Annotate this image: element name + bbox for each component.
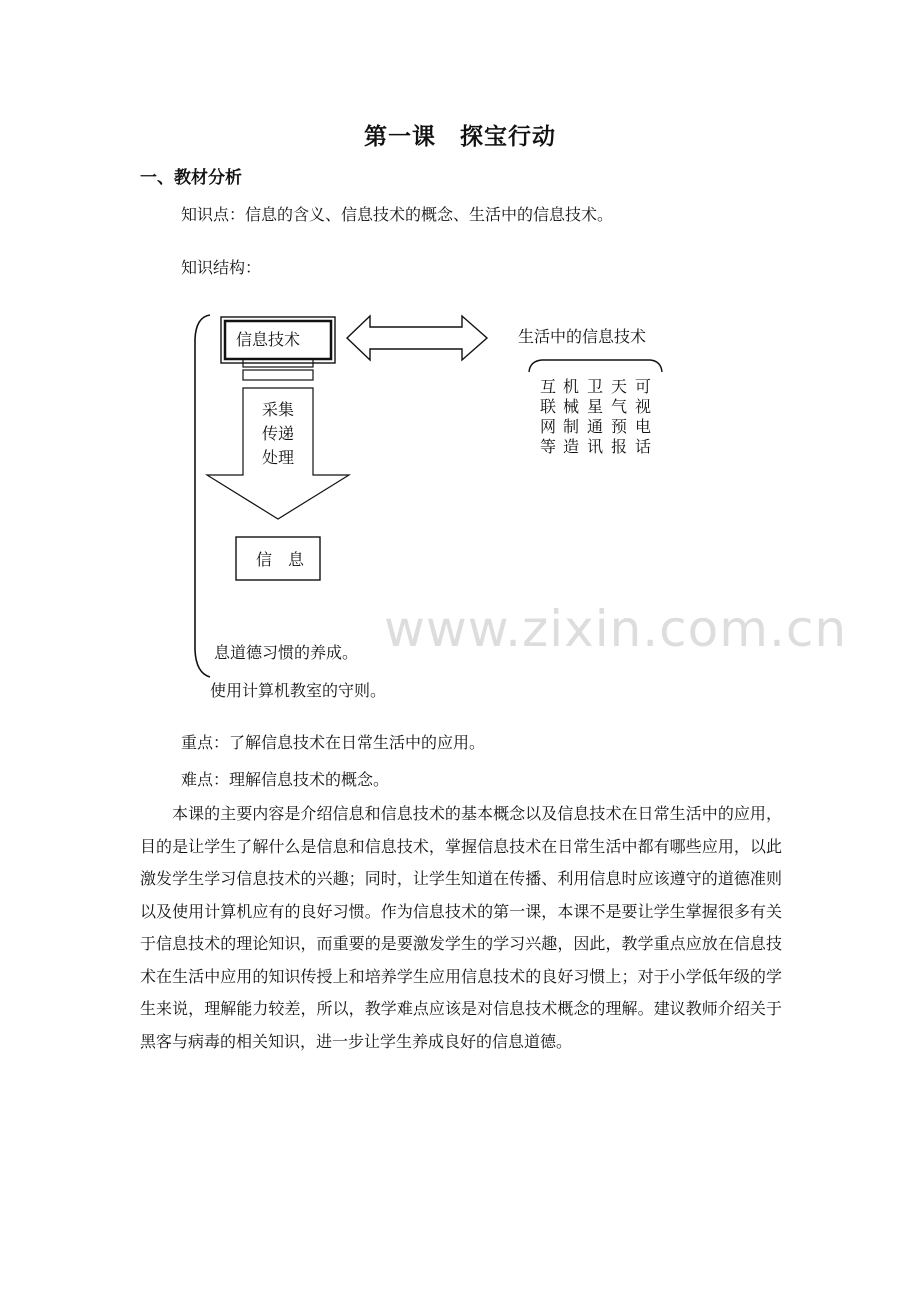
difficult-point-line: 难点：理解信息技术的概念。 bbox=[181, 770, 390, 789]
left-brace bbox=[195, 315, 210, 677]
main-paragraph: 本课的主要内容是介绍信息和信息技术的基本概念以及信息技术在日常生活中的应用，目的是让学生了解什么是信息和信息技术，掌握信息技术在日常生活中都有哪些应用，以此激发学生学习信息技术的兴趣；同时，让学生知道在传播、利用信息时应该遵守的道德准则以及使用计算机应有的良好习惯。作为信息技术的第一课，本课不是要让学生掌握很多有关于信息技术的理论知识，而重要的是要激发学生的学习兴趣，因此，教学重点应放在信息技术在生活中应用的知识传授上和培养学生应用信息技术的良好习惯上；对于小学低年级的学生来说，理解能力较差，所以，教学难点应该是对信息技术概念的理解。建议教师介绍关于黑客与病毒的相关知识，进一步让学生养成良好的信息道德。 bbox=[140, 804, 782, 1051]
top-brace bbox=[529, 360, 662, 372]
column-machinery: 机 械 制 造 bbox=[562, 377, 579, 456]
box-info-label: 信 息 bbox=[256, 550, 305, 569]
rules-line: 使用计算机教室的守则。 bbox=[210, 681, 387, 700]
watermark: www.zixin.com.cn bbox=[384, 600, 848, 658]
stack-bar-2 bbox=[243, 370, 313, 380]
column-videophone: 可 视 电 话 bbox=[634, 377, 651, 456]
page-title: 第一课 探宝行动 bbox=[364, 123, 556, 150]
section-heading: 一、教材分析 bbox=[140, 168, 242, 188]
arrow-text-transmit: 传递 bbox=[262, 424, 295, 443]
column-internet: 互 联 网 等 bbox=[539, 377, 556, 456]
arrow-text-collect: 采集 bbox=[262, 400, 295, 419]
knowledge-points-line: 知识点：信息的含义、信息技术的概念、生活中的信息技术。 bbox=[181, 205, 614, 224]
column-weather: 天 气 预 报 bbox=[610, 377, 627, 456]
knowledge-structure-label: 知识结构： bbox=[181, 258, 262, 277]
double-arrow bbox=[347, 316, 487, 360]
right-label: 生活中的信息技术 bbox=[518, 327, 647, 346]
column-satellite: 卫 星 通 讯 bbox=[586, 377, 603, 456]
arrow-text-process: 处理 bbox=[262, 448, 295, 467]
key-point-line: 重点：了解信息技术在日常生活中的应用。 bbox=[181, 733, 486, 752]
ethics-line: 息道德习惯的养成。 bbox=[214, 643, 359, 662]
box-it-label: 信息技术 bbox=[236, 330, 301, 349]
